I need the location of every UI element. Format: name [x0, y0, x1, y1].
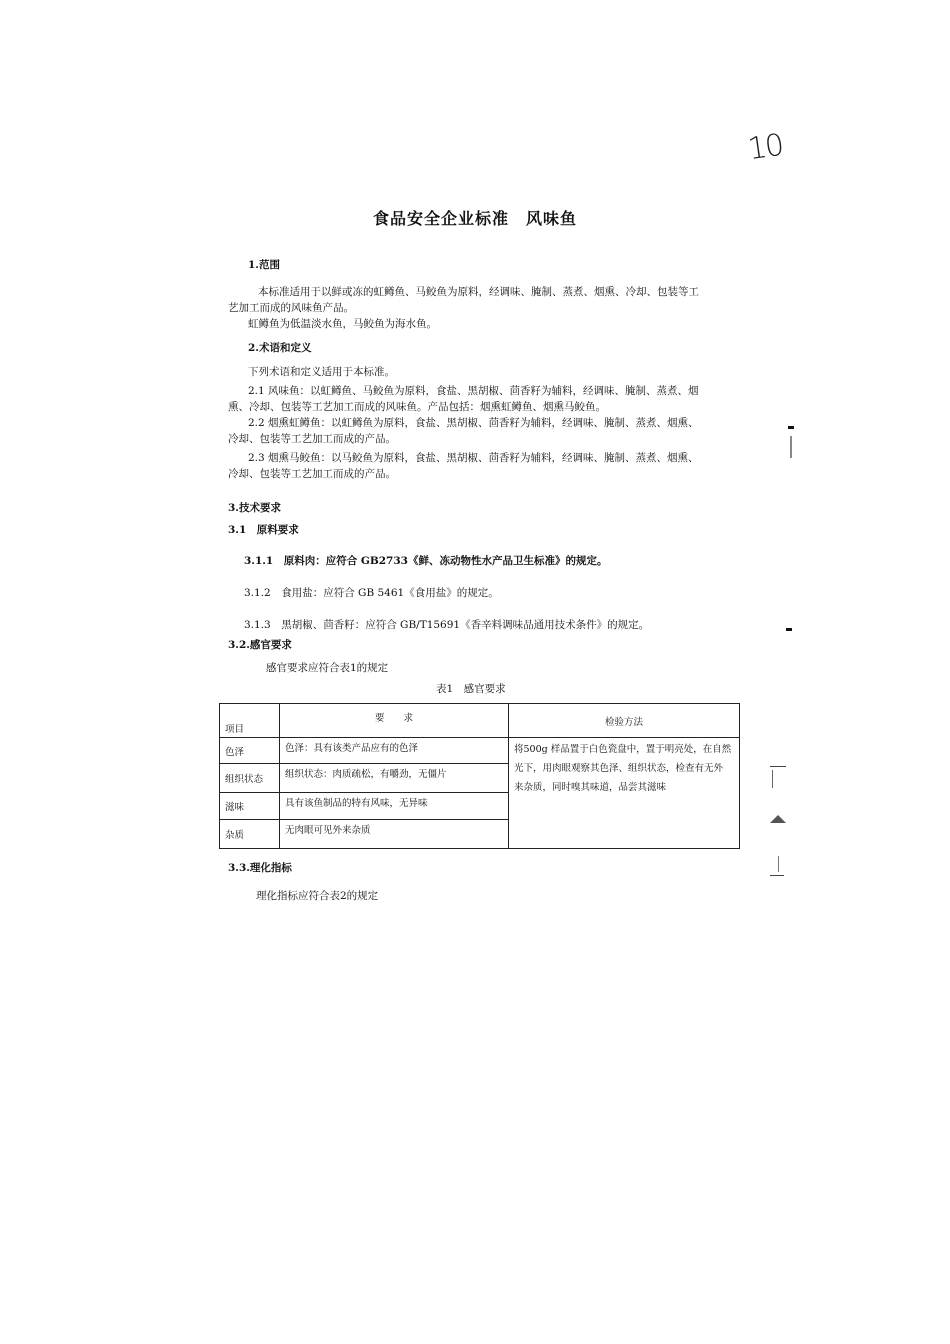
scan-edge-mark: [770, 815, 786, 823]
section-2-line-3: 熏、冷却、包装等工艺加工而成的风味鱼。产品包括：烟熏虹鳟鱼、烟熏马鲛鱼。: [228, 401, 606, 413]
section-2-heading: 2.术语和定义: [248, 342, 312, 354]
section-3-1-2: 3.1.2 食用盐：应符合 GB 5461《食用盐》的规定。: [244, 587, 499, 599]
section-1-line-3: 虹鳟鱼为低温淡水鱼，马鲛鱼为海水鱼。: [248, 318, 437, 330]
scan-edge-mark: [778, 856, 779, 872]
section-3-2-heading: 3.2.感官要求: [228, 639, 292, 651]
scan-edge-mark: [786, 628, 792, 631]
scan-edge-mark: [770, 875, 784, 876]
method-line: 来杂质，同时嗅其味道，品尝其滋味: [514, 782, 667, 793]
section-3-3-text: 理化指标应符合表2的规定: [256, 890, 379, 902]
table-cell-item: 杂质: [220, 820, 280, 849]
table-cell-requirement: 组织状态：肉质疏松，有嚼劲，无僵片: [280, 764, 509, 793]
table-cell-method: [509, 738, 740, 849]
section-1-heading: 1.范围: [248, 259, 280, 271]
section-2-line-2: 2.1 风味鱼：以虹鳟鱼、马鲛鱼为原料，食盐、黑胡椒、茴香籽为辅料，经调味、腌制、蒸煮、烟: [248, 385, 699, 397]
table-cell-item: 色泽: [220, 738, 280, 764]
table-header-row: [220, 704, 740, 738]
scan-edge-mark: [790, 436, 792, 458]
method-line: 光下，用肉眼观察其色泽、组织状态，检查有无外: [514, 763, 724, 774]
table-header-item: 项目: [220, 704, 280, 738]
table-cell-requirement: 色泽：具有该类产品应有的色泽: [280, 738, 509, 764]
section-1-line-1: 本标准适用于以鲜或冻的虹鳟鱼、马鲛鱼为原料，经调味、腌制、蒸煮、烟熏、冷却、包装等工: [258, 286, 699, 298]
sensory-requirements-table: [219, 703, 740, 849]
section-3-1-heading: 3.1 原料要求: [228, 524, 299, 536]
section-2-line-6: 2.3 烟熏马鲛鱼：以马鲛鱼为原料，食盐、黑胡椒、茴香籽为辅料，经调味、腌制、蒸煮、烟熏、: [248, 452, 699, 464]
section-2-line-5: 冷却、包装等工艺加工而成的产品。: [228, 433, 396, 445]
table-header-method: 检验方法: [509, 704, 740, 738]
section-2-line-7: 冷却、包装等工艺加工而成的产品。: [228, 468, 396, 480]
table-header-requirement: 要 求: [280, 704, 509, 738]
section-3-1-3: 3.1.3 黑胡椒、茴香籽：应符合 GB/T15691《香辛料调味品通用技术条件》的规定。: [244, 619, 650, 631]
scan-edge-mark: [770, 766, 786, 767]
table-cell-item: 滋味: [220, 793, 280, 820]
scan-edge-mark: [788, 426, 794, 429]
section-3-heading: 3.技术要求: [228, 502, 281, 514]
section-3-1-1: 3.1.1 原料肉：应符合 GB2733《鲜、冻动物性水产品卫生标准》的规定。: [244, 555, 608, 567]
scan-edge-mark: [772, 770, 773, 788]
section-2-line-1: 下列术语和定义适用于本标准。: [248, 366, 395, 378]
section-2-line-4: 2.2 烟熏虹鳟鱼：以虹鳟鱼为原料，食盐、黑胡椒、茴香籽为辅料，经调味、腌制、蒸煮、烟熏、: [248, 417, 699, 429]
method-line: 将500g 样品置于白色瓷盘中，置于明亮处，在自然: [514, 744, 732, 755]
table-1-caption: 表1 感官要求: [436, 683, 506, 695]
section-3-3-heading: 3.3.理化指标: [228, 862, 292, 874]
table-row: [220, 738, 740, 764]
section-1-line-2: 艺加工而成的风味鱼产品。: [228, 302, 354, 314]
table-cell-requirement: 无肉眼可见外来杂质: [280, 820, 509, 849]
section-3-2-text: 感官要求应符合表1的规定: [266, 662, 389, 674]
handwritten-page-number: 10: [745, 127, 785, 168]
table-cell-requirement: 具有该鱼制品的特有风味，无异味: [280, 793, 509, 820]
table-cell-item: 组织状态: [220, 764, 280, 793]
document-title: 食品安全企业标准 风味鱼: [372, 209, 577, 228]
